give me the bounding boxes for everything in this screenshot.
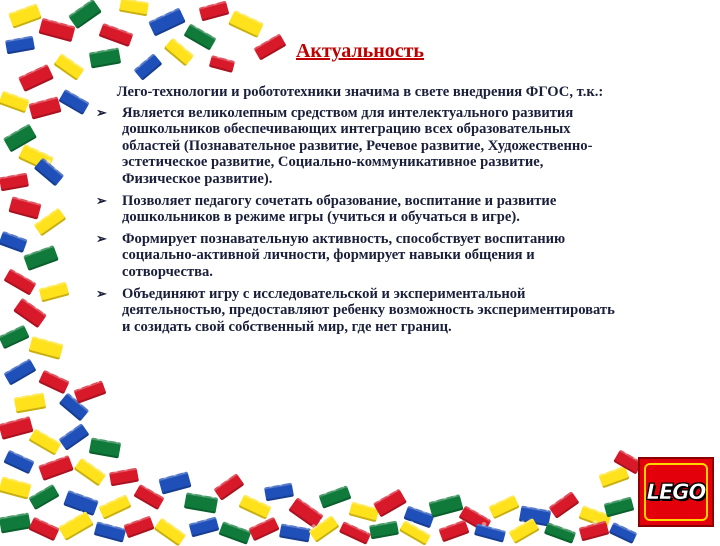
lego-brick: [28, 517, 59, 542]
lego-brick: [373, 489, 407, 518]
lego-brick: [264, 483, 294, 502]
lego-brick: [219, 521, 252, 544]
lego-brick: [34, 158, 64, 187]
lego-brick: [4, 268, 37, 295]
lego-brick: [68, 0, 102, 29]
lego-brick: [3, 450, 34, 475]
slide-title: Актуальность: [295, 40, 425, 62]
lego-brick: [598, 466, 629, 489]
lego-brick: [0, 513, 31, 534]
lego-brick: [488, 495, 519, 520]
bullet-item: [96, 286, 624, 336]
lego-brick: [18, 64, 54, 92]
bullet-item: [96, 231, 624, 281]
arrow-bullet-icon: ➢: [96, 285, 107, 301]
lego-brick: [4, 358, 37, 385]
arrow-bullet-icon: ➢: [96, 104, 107, 120]
arrow-bullet-icon: ➢: [96, 230, 107, 246]
lego-brick: [8, 3, 42, 28]
lego-brick: [39, 282, 70, 303]
lego-brick: [609, 522, 638, 544]
lego-brick: [0, 231, 28, 253]
lego-brick: [0, 476, 32, 499]
lego-brick: [58, 89, 89, 115]
lego-brick: [604, 497, 635, 518]
lego-brick: [74, 458, 107, 487]
lego-brick: [508, 518, 539, 544]
bullet-text: Объединяют игру с исследовательской и экспериментальной деятельностью, предоставляют ребенку возможность экспериментировать и созидать свой собственный мир, где нет границ.: [122, 285, 615, 335]
lego-brick: [0, 325, 30, 350]
lego-logo-text: LEGO: [646, 480, 706, 504]
lego-brick: [8, 196, 41, 219]
bullet-list: [96, 105, 624, 336]
lego-brick: [369, 521, 399, 540]
lego-brick: [228, 10, 264, 38]
lego-brick: [38, 370, 69, 395]
bullet-text: Позволяет педагогу сочетать образование, воспитание и развитие дошкольников в режиме игры (учиться и обучаться в игре).: [122, 192, 557, 226]
lego-brick: [549, 491, 580, 519]
lego-brick: [38, 455, 74, 481]
bullet-text: Является великолепным средством для интелектуального развития дошкольников обеспечивающих интеграцию всех образовательных областей (Познавательное развитие, Речевое развитие, Художественно-эстетическое развитие, Социально-коммуникативное развитие, Физическое развитие).: [122, 104, 593, 187]
lego-brick: [23, 245, 59, 271]
lego-brick: [89, 438, 121, 459]
lego-brick: [29, 428, 62, 455]
lego-brick: [339, 521, 371, 545]
lego-brick: [184, 492, 218, 513]
lego-brick: [123, 516, 154, 539]
lego-brick: [214, 473, 245, 501]
lego-brick: [58, 511, 94, 541]
slide-content: [96, 84, 624, 340]
lego-brick: [98, 494, 131, 519]
lego-brick: [154, 518, 187, 546]
lego-brick: [28, 96, 61, 119]
lego-brick: [248, 517, 279, 542]
lego-brick: [158, 471, 191, 494]
lego-brick: [0, 416, 34, 440]
intro-text: Лего-технологии и робототехники значима в свете внедрения ФГОС, т.к.:: [116, 84, 604, 100]
lego-brick: [94, 521, 127, 542]
lego-brick: [119, 0, 149, 16]
bullet-text: Формирует познавательную активность, способствует воспитанию социально-активной личности, формирует навыки общения и сотворчества.: [122, 230, 566, 280]
lego-brick: [438, 520, 469, 543]
lego-brick: [189, 517, 220, 538]
lego-brick: [148, 8, 186, 37]
lego-brick: [28, 336, 63, 360]
lego-brick: [428, 494, 463, 518]
lego-brick: [14, 393, 46, 414]
lego-logo-border: [644, 463, 708, 521]
lego-brick: [579, 521, 610, 542]
lego-brick: [544, 522, 576, 544]
bullet-item: [96, 105, 624, 188]
lego-brick: [0, 173, 29, 192]
arrow-bullet-icon: ➢: [96, 192, 107, 208]
bullet-item: [96, 193, 624, 226]
lego-logo: [638, 457, 714, 527]
lego-brick: [109, 468, 139, 487]
lego-brick: [0, 91, 30, 114]
lego-brick: [28, 484, 59, 510]
lego-brick: [199, 1, 230, 22]
lego-brick: [319, 485, 352, 508]
lego-brick: [59, 423, 90, 451]
lego-brick: [74, 380, 107, 403]
lego-brick: [39, 18, 76, 42]
